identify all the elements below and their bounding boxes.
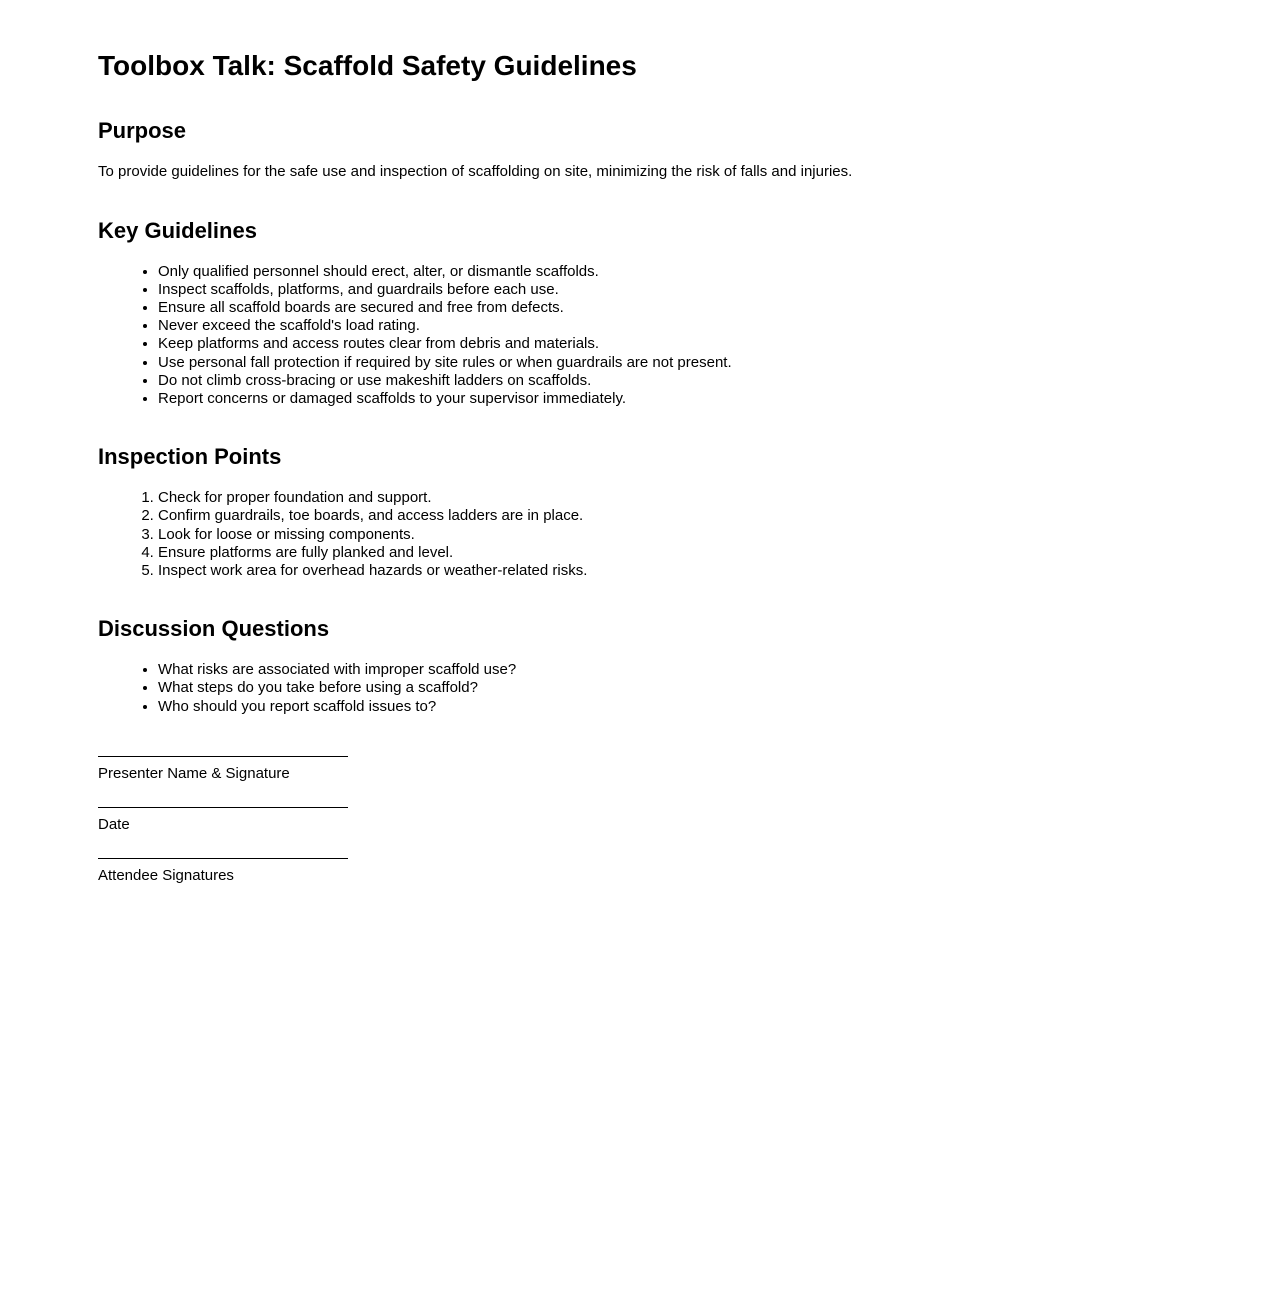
section-heading-key-guidelines: Key Guidelines — [98, 217, 257, 243]
key-guideline-item: • Ensure all scaffold boards are secured and free from defects. — [158, 299, 1180, 317]
section-heading-discussion-questions: Discussion Questions — [98, 616, 330, 642]
discussion-questions-list — [98, 661, 1180, 715]
discussion-question-item: • What risks are associated with improper scaffold use? — [158, 661, 1180, 679]
presenter-signature-line — [98, 756, 348, 757]
key-guideline-item: • Inspect scaffolds, platforms, and guardrails before each use. — [158, 281, 1180, 299]
signature-block-date — [98, 807, 1180, 834]
purpose-text: To provide guidelines for the safe use and inspection of scaffolding on site, minimizing the risk of falls and injuries. — [98, 163, 853, 181]
date-line — [98, 807, 348, 808]
inspection-point-item: 2. Confirm guardrails, toe boards, and access ladders are in place. — [158, 507, 1180, 525]
attendee-signatures-line — [98, 858, 348, 859]
inspection-point-item: 4. Ensure platforms are fully planked and level. — [158, 544, 1180, 562]
discussion-question-item: • What steps do you take before using a scaffold? — [158, 679, 1180, 697]
key-guideline-item: • Report concerns or damaged scaffolds to your supervisor immediately. — [158, 390, 1180, 408]
signature-block-presenter — [98, 756, 1180, 783]
key-guidelines-list — [98, 263, 1180, 408]
inspection-point-item: 1. Check for proper foundation and support. — [158, 489, 1180, 507]
presenter-signature-label: Presenter Name & Signature — [98, 764, 290, 782]
key-guideline-item: • Do not climb cross-bracing or use makeshift ladders on scaffolds. — [158, 372, 1180, 390]
date-label: Date — [98, 815, 130, 833]
attendee-signatures-label: Attendee Signatures — [98, 867, 234, 885]
signature-block-attendees — [98, 858, 1180, 885]
signature-section — [98, 756, 1180, 885]
key-guideline-item: • Keep platforms and access routes clear from debris and materials. — [158, 335, 1180, 353]
inspection-point-item: 5. Inspect work area for overhead hazards or weather-related risks. — [158, 562, 1180, 580]
inspection-points-list — [98, 489, 1180, 580]
section-heading-inspection-points: Inspection Points — [98, 444, 282, 470]
key-guideline-item: • Use personal fall protection if required by site rules or when guardrails are not present. — [158, 354, 1180, 372]
inspection-point-item: 3. Look for loose or missing components. — [158, 526, 1180, 544]
section-heading-purpose: Purpose — [98, 118, 187, 144]
page-title: Toolbox Talk: Scaffold Safety Guidelines — [98, 50, 637, 81]
key-guideline-item: • Only qualified personnel should erect, alter, or dismantle scaffolds. — [158, 263, 1180, 281]
discussion-question-item: • Who should you report scaffold issues to? — [158, 698, 1180, 716]
key-guideline-item: • Never exceed the scaffold's load rating. — [158, 317, 1180, 335]
